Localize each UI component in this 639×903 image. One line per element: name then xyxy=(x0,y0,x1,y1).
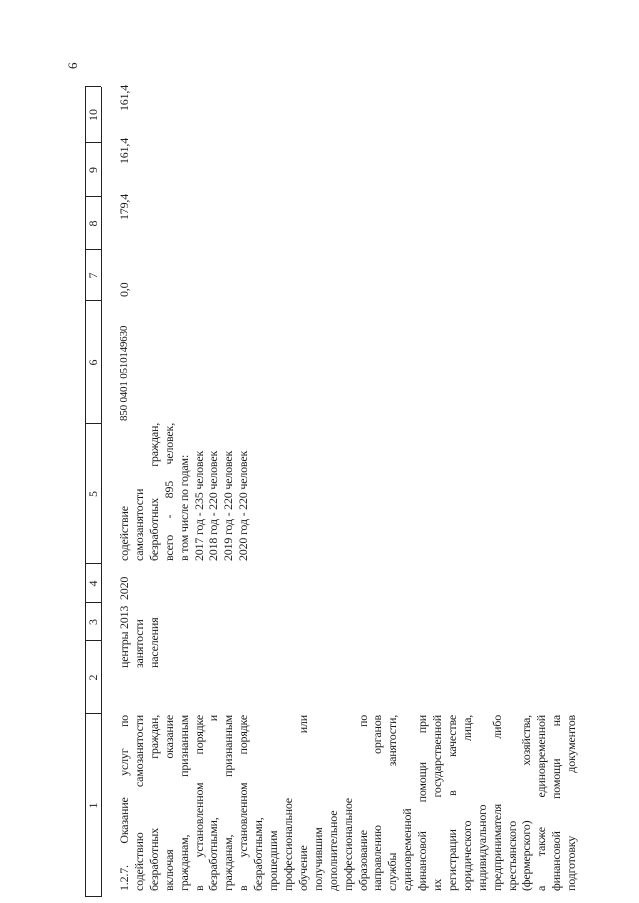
description-line: безработных граждан, xyxy=(146,715,161,891)
description-line: единовременной xyxy=(400,808,415,891)
column-header: 5 xyxy=(86,491,100,497)
description-line: включая оказание xyxy=(161,715,176,891)
description-line: юридического лица, xyxy=(459,715,474,891)
value-col-8 xyxy=(117,174,132,220)
result-line: 2019 год - 220 человек xyxy=(221,450,236,561)
executor-line: населения xyxy=(146,617,161,668)
description-line: профессиональное xyxy=(340,798,355,891)
column-header: 10 xyxy=(86,109,100,121)
description-line: 1.2.7. Оказание услуг по xyxy=(117,715,131,891)
result-line: в том числе по годам: xyxy=(176,454,191,561)
description-line: их государственной xyxy=(430,715,445,891)
value: 161,4 xyxy=(117,137,131,164)
description-line: в установленном порядке xyxy=(236,715,251,891)
column-header: 4 xyxy=(86,580,100,587)
executor-line: занятости xyxy=(131,619,146,668)
end-year: 2020 xyxy=(117,576,131,600)
column-header: 3 xyxy=(86,619,100,625)
column-header: 6 xyxy=(86,359,100,366)
result-line: самозанятости xyxy=(131,488,146,561)
description-line: финансовой помощи на xyxy=(549,715,564,891)
description-line: безработными, xyxy=(251,817,266,891)
value: 0,0 xyxy=(117,282,131,297)
description-line: профессиональное xyxy=(280,798,295,891)
column-header: 8 xyxy=(86,220,100,227)
description-line: направлению органов xyxy=(370,715,385,891)
kbk-cell xyxy=(117,295,132,421)
kbk-code: 850 0401 0510149630 xyxy=(118,325,130,421)
value-col-10 xyxy=(117,65,132,111)
description-line: прошедшим xyxy=(266,830,281,891)
page-number: 6 xyxy=(65,62,80,69)
description-line: безработными, и xyxy=(206,715,221,891)
description-line: гражданам, признанным xyxy=(176,715,191,891)
value-col-7 xyxy=(117,251,132,297)
value: 161,4 xyxy=(117,84,131,111)
result-line: безработных граждан, xyxy=(146,423,161,561)
description-line: финансовой помощи при xyxy=(415,715,430,891)
description-line: подготовку документов xyxy=(564,715,579,891)
end-year-cell xyxy=(117,564,132,600)
value: 179,4 xyxy=(117,193,131,220)
description-line: индивидуального xyxy=(474,804,489,891)
description-line: в установленном порядке xyxy=(191,715,206,891)
result-line: 2020 год - 220 человек xyxy=(236,450,251,561)
description-line: содействию самозанятости xyxy=(131,715,146,891)
description-line: образование по xyxy=(355,715,370,891)
measure-description xyxy=(117,715,579,891)
description-line: службы занятости, xyxy=(385,715,400,891)
executor-line: центры xyxy=(117,631,131,668)
description-line: крестьянского xyxy=(504,820,519,891)
description-line: предпринимателя либо xyxy=(489,715,504,891)
column-header: 1 xyxy=(86,802,100,809)
result-line: содействие xyxy=(117,506,131,561)
description-line: обучение или xyxy=(295,715,310,891)
result-cell xyxy=(117,423,251,561)
result-line: всего - 895 человек, xyxy=(161,423,176,561)
description-line: (фермерского) хозяйства, xyxy=(519,715,534,891)
result-line: 2018 год - 220 человек xyxy=(206,450,221,561)
result-line: 2017 год - 235 человек xyxy=(191,450,206,561)
description-line: а также единовременной xyxy=(534,715,549,891)
value-col-9 xyxy=(117,118,132,164)
column-header: 9 xyxy=(86,167,100,173)
start-year: 2013 xyxy=(117,605,131,629)
description-line: гражданам, признанным xyxy=(221,715,236,891)
column-header: 2 xyxy=(86,674,100,681)
header-bottom-border xyxy=(101,87,102,897)
description-line: дополнительное xyxy=(325,810,340,891)
column-header: 7 xyxy=(86,272,100,279)
description-line: регистрации в качестве xyxy=(444,715,459,891)
description-line: получившим xyxy=(310,827,325,891)
